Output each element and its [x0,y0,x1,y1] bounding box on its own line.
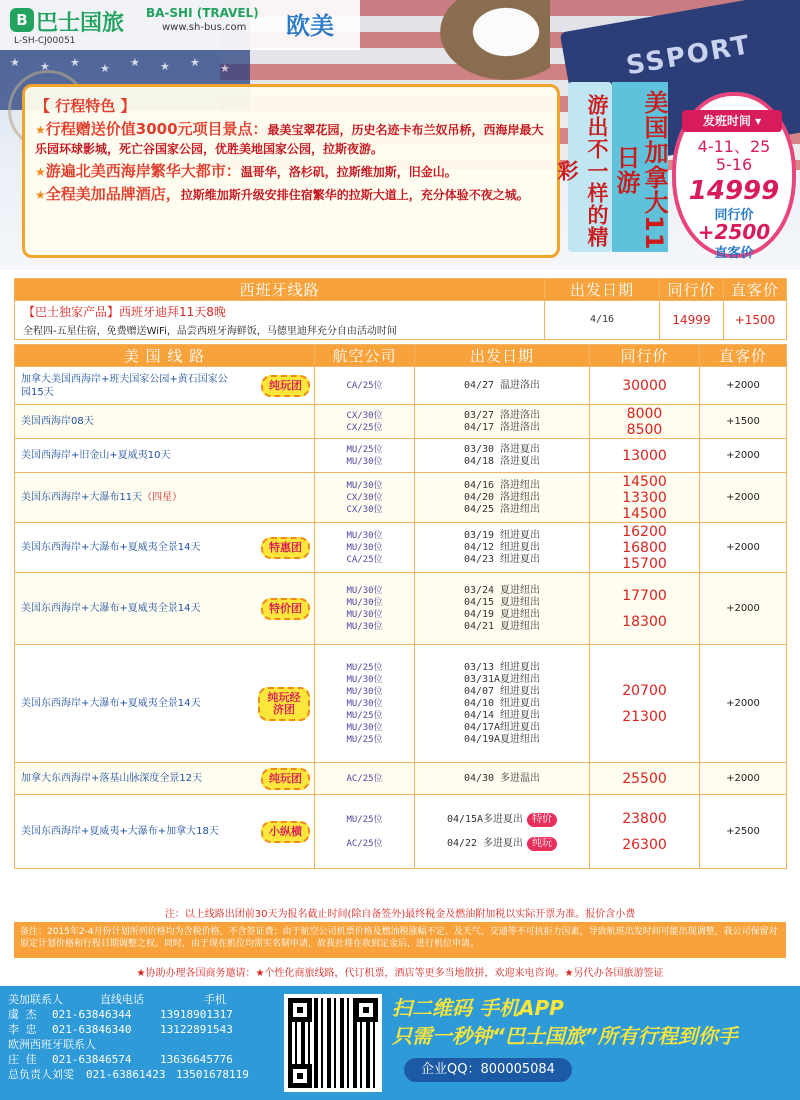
trade-price: 21300 [622,708,667,725]
route-name: 美国东西海岸+大瀑布11天（四星） [15,473,315,523]
spain-route: 【巴士独家产品】西班牙迪拜11天8晚 全程四-五星住宿，免费赠送WiFi，品尝西班牙海鲜饭，马德里迪拜充分自由活动时间 [15,301,545,340]
us-direct-header: 直客价 [700,345,787,367]
departure-date: 04/22 多进夏出 纯玩 [415,837,589,851]
logo-mark-icon: B [10,8,34,32]
departure-date: 03/24 夏进纽出 [463,584,541,596]
us-trade-header: 同行价 [590,345,700,367]
footer [0,986,800,1100]
trade-price-cell [590,645,700,763]
table-row [15,405,787,439]
tour-type-badge: 特价团 [261,598,310,620]
direct-surcharge: +2500 [697,220,771,244]
star-icon: ★ [35,188,46,202]
spain-route-header: 西班牙线路 [15,279,545,301]
departure-date: 04/16 洛进纽出 [463,479,541,491]
table-row [15,523,787,573]
table-row [15,573,787,645]
route-note: （四星） [142,492,183,503]
trade-price: 16200 [622,523,667,540]
spain-date-header: 出发日期 [545,279,660,301]
departure-date: 04/10 纽进夏出 [463,697,541,709]
trade-price: 15700 [622,555,667,572]
route-name: 美国东西海岸+大瀑布+夏威夷全景14天 纯玩经济团 [15,645,315,763]
departure-date: 04/17 洛进洛出 [463,421,541,433]
departure-date: 04/15 夏进纽出 [463,596,541,608]
chevron-down-icon: ▾ [755,114,762,128]
departure-date: 04/12 纽进夏出 [463,541,541,553]
feature-item: ★全程美加品牌酒店，拉斯维加斯升级安排住宿繁华的拉斯大道上，充分体验不夜之城。 [35,185,529,203]
airline-seats: MU/25位 [346,662,383,673]
airline-cell [315,795,415,869]
date-cell [415,763,590,795]
trade-price-cell [590,573,700,645]
feature-item: ★游遍北美西海岸繁华大都市：温哥华，洛杉矶，拉斯维加斯，旧金山。 [35,162,457,180]
trade-price: 16800 [622,539,667,556]
airline-seats: MU/25位 [346,444,383,455]
date-cell [415,473,590,523]
us-table-body [15,367,787,869]
departure-date: 03/31A夏进纽出 [463,673,541,685]
chief-contact: 总负责人刘雯 021-63861423 13501678119 [8,1068,249,1081]
trade-price-cell [590,795,700,869]
qr-finder [288,998,312,1022]
airline-cell [315,763,415,795]
departure-date: 04/19A夏进纽出 [463,733,541,745]
spain-header-row [15,279,787,301]
route-name: 加拿大美国西海岸+班夫国家公园+黄石国家公园15天 纯玩团 [15,367,315,405]
airline-cell [315,645,415,763]
logo [0,0,360,50]
airline-cell [315,367,415,405]
airline-seats: MU/30位 [346,686,383,697]
route-name: 美国西海岸08天 [15,405,315,439]
trade-price: 18300 [622,613,667,630]
date-tag-badge: 特价 [527,813,557,827]
contact-row: 庄 佳 021-63846574 13636645776 [8,1053,233,1066]
airline-seats: CX/30位 [346,492,383,503]
app-slogan: 只需一秒钟“巴士国旅”所有行程到你手 [392,1024,738,1048]
table-row [15,645,787,763]
qq-contact[interactable]: 企业QQ：800005084 [404,1058,572,1082]
price-table [14,278,786,869]
direct-price-label: 直客价 [714,246,754,261]
airline-seats: MU/25位 [346,734,383,745]
direct-price: +2000 [700,523,787,573]
airline-cell [315,473,415,523]
departure-date: 04/23 纽进夏出 [463,553,541,565]
us-table [14,344,787,869]
note-deadline: 注：以上线路出团前30天为报名截止时间(除自备签外)最终税金及燃油附加税以实际开票为准。报价含小费 [164,909,636,920]
direct-price: +2000 [700,367,787,405]
qr-code[interactable] [284,994,382,1092]
route-name: 加拿大东西海岸+落基山脉深度全景12天 纯玩团 [15,763,315,795]
star-icon: ★ [35,123,46,137]
departure-date: 04/15A多进夏出 特价 [415,813,589,827]
trade-price: 25500 [622,770,667,787]
departure-dates: 4-11、25 5-16 [697,137,771,174]
airline-seats: MU/30位 [346,722,383,733]
spain-trade-header: 同行价 [660,279,724,301]
logo-en: BA-SHI (TRAVEL) [146,6,259,20]
logo-website: www.sh-bus.com [162,22,247,33]
star-icon: ★ [35,165,46,179]
airline-cell [315,405,415,439]
departure-date: 04/19 夏进纽出 [463,608,541,620]
note-services: ★协助办理各国商务邀请：★个性化商旅线路，代订机票，酒店等更多当地散拼，欢迎来电咨询。★另代办各国旅游签证 [136,968,664,979]
tour-type-badge: 纯玩团 [261,768,310,790]
header-banner [0,0,800,270]
airline-seats: MU/30位 [346,609,383,620]
departure-date: 03/30 洛进夏出 [463,443,541,455]
airline-seats: AC/25位 [346,773,383,784]
airline-seats: MU/30位 [346,456,383,467]
date-tag-badge: 纯玩 [527,837,557,851]
departure-price: 14999 [688,176,780,206]
qr-finder [288,1064,312,1088]
license-number: L-SH-CJ00051 [14,36,76,46]
trade-price: 23800 [622,810,667,827]
departure-date: 03/19 纽进夏出 [463,529,541,541]
trade-price-cell [590,367,700,405]
direct-price: +2000 [700,439,787,473]
airline-seats: MU/30位 [346,542,383,553]
departure-date: 04/21 夏进纽出 [463,620,541,632]
departure-date: 03/13 纽进夏出 [463,661,541,673]
trade-price-cell [590,405,700,439]
trade-price: 17700 [622,587,667,604]
spain-table [14,278,787,340]
departure-date: 04/27 温进洛出 [463,379,541,391]
departure-date: 04/20 洛进纽出 [463,491,541,503]
airline-seats: CX/25位 [346,422,383,433]
route-name: 美国东西海岸+大瀑布+夏威夷全景14天 特惠团 [15,523,315,573]
feature-title: 【 行程特色 】 [35,97,136,115]
trade-price: 13000 [622,447,667,464]
airline-seats: MU/25位 [346,710,383,721]
logo-cn: 巴士国旅 [36,11,125,36]
table-row [15,795,787,869]
date-cell [415,367,590,405]
direct-price: +1500 [700,405,787,439]
qr-finder [354,998,378,1022]
trade-price: 8000 [626,405,663,422]
trade-price: 13300 [622,489,667,506]
spain-direct-price: +1500 [724,301,787,340]
date-cell [415,523,590,573]
airline-seats: MU/30位 [346,585,383,596]
airline-seats: CA/25位 [346,380,383,391]
trade-price-cell [590,763,700,795]
us-route-header: 美 国 线 路 [15,345,315,367]
us-date-header: 出发日期 [415,345,590,367]
trade-price: 30000 [622,377,667,394]
slogan: 游出不一样的精彩 [568,82,612,252]
eagle-image [440,0,550,80]
contact-list [8,992,249,1082]
direct-price: +2500 [700,795,787,869]
contact-row: 李 忠 021-63846340 13122891543 [8,1023,233,1036]
airline-seats: MU/30位 [346,530,383,541]
spain-trade-price: 14999 [660,301,724,340]
date-cell [415,795,590,869]
trade-price: 14500 [622,505,667,522]
route-name: 美国东西海岸+夏威夷+大瀑布+加拿大18天 小纵横 [15,795,315,869]
airline-cell [315,439,415,473]
scan-slogan: 扫二维码 手机APP [392,996,564,1020]
tour-type-badge: 特惠团 [261,537,310,559]
departure-badge [672,92,796,261]
date-cell [415,573,590,645]
contact-row: 虞 杰 021-63846344 13918901317 [8,1008,233,1021]
route-name: 美国西海岸+旧金山+夏威夷10天 [15,439,315,473]
airline-seats: MU/30位 [346,698,383,709]
table-row [15,473,787,523]
departure-date: 04/25 洛进纽出 [463,503,541,515]
airline-seats: CX/30位 [346,504,383,515]
date-cell [415,405,590,439]
feature-item: ★行程赠送价值3000元项目景点：最美宝翠花园，历史名迹卡布兰奴吊桥，西海岸最大乐园环球影城，死亡谷国家公园，优胜美地国家公园，拉斯夜游。 [35,120,544,156]
note-remarks: 备注：2015年2-4月份计划所列价格均为含税价格，不含签证费；由于航空公司机票价格及燃油税涨幅不定、及天气、交通等不可抗拒力因素，导致航班出发时间可能出现调整，我公司保留对原定计划价格和行程日期调整之权。同时，由于现在机位均需实名制申请，故我社将在收到定金后，进行机位申请。 [14,922,786,958]
feature-box [22,84,560,258]
trade-price-cell [590,473,700,523]
eu-contact-header: 欧洲西班牙联系人 [8,1038,96,1051]
spain-direct-header: 直客价 [724,279,787,301]
table-row [15,301,787,340]
airline-seats: MU/30位 [346,621,383,632]
trade-price: 26300 [622,836,667,853]
tour-type-badge: 小纵横 [261,821,310,843]
trade-price-label: 同行价 [714,208,754,223]
trade-price: 14500 [622,473,667,490]
table-row [15,439,787,473]
airline-seats: MU/25位 [346,814,383,825]
trade-price: 8500 [626,421,663,438]
passport-image: SSPORT [560,0,800,171]
departure-date: 04/17A纽进夏出 [463,721,541,733]
tour-type-badge: 纯玩团 [261,375,310,397]
departure-date: 04/18 洛进夏出 [463,455,541,467]
direct-price: +2000 [700,573,787,645]
table-row [15,763,787,795]
contact-header: 美加联系人 直线电话 手机 [8,993,226,1006]
trade-price-cell [590,523,700,573]
airline-seats: MU/30位 [346,674,383,685]
airline-seats: MU/30位 [346,480,383,491]
tour-type-badge: 纯玩经济团 [258,687,310,721]
region-label: 欧美 [286,12,334,40]
airline-cell [315,573,415,645]
flag-stars: ★ ★ ★ ★ ★ ★ ★ ★ [0,0,250,110]
airline-seats: MU/30位 [346,597,383,608]
airline-seats: CA/25位 [346,554,383,565]
departure-date: 04/30 多进温出 [463,772,541,784]
trade-price: 20700 [622,682,667,699]
route-name: 美国东西海岸+大瀑布+夏威夷全景14天 特价团 [15,573,315,645]
date-cell [415,645,590,763]
direct-price: +2000 [700,645,787,763]
table-row [15,367,787,405]
departure-date: 04/07 纽进夏出 [463,685,541,697]
airline-seats: CX/30位 [346,410,383,421]
trip-title: 美国加拿大11日游 [612,82,668,252]
departure-date: 03/27 洛进洛出 [463,409,541,421]
direct-price: +2000 [700,473,787,523]
airline-cell [315,523,415,573]
date-cell [415,439,590,473]
us-header-row [15,345,787,367]
airline-seats: AC/25位 [346,838,383,849]
departure-date: 04/14 纽进夏出 [463,709,541,721]
departure-tag: 发班时间 ▾ [682,110,782,132]
trade-price-cell [590,439,700,473]
us-air-header: 航空公司 [315,345,415,367]
spain-date: 4/16 [545,301,660,340]
direct-price: +2000 [700,763,787,795]
